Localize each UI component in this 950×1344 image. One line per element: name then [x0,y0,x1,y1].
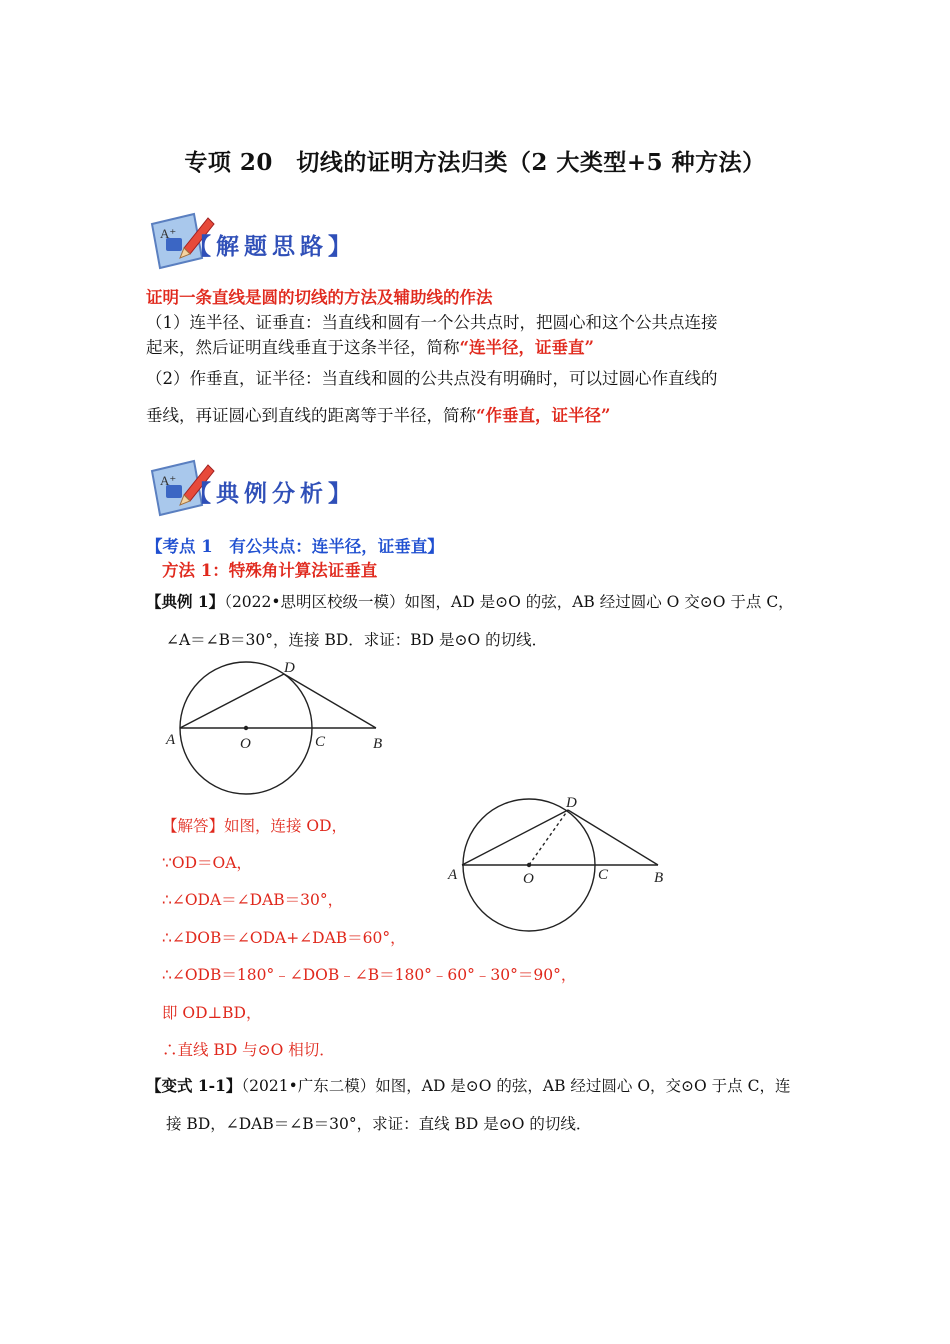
method2-keyword: “作垂直，证半径” [476,406,611,425]
label-c: C [598,867,609,883]
line-bd [568,810,658,865]
svg-text:A⁺: A⁺ [160,226,177,241]
label-o: O [240,736,251,752]
variant1-line2: 接 BD，∠DAB＝∠B＝30°，求证：直线 BD 是⊙O 的切线． [166,1115,592,1133]
label-a: A [448,867,458,883]
center-point [527,863,531,867]
method1-keyword: “连半径，证垂直” [459,338,594,357]
method2-line2 [146,402,610,426]
variant1-text: （2021•广东二模）如图，AD 是⊙O 的弦，AB 经过圆心 O，交⊙O 于点 C，连 [241,1077,791,1095]
line-bd [284,674,376,728]
label-d: D [566,795,577,811]
method2-line1: （2）作垂直，证半径：当直线和圆的公共点没有明确时，可以过圆心作直线的 [146,369,718,388]
banner-label: 【典例分析】 [188,480,356,507]
label-b: B [373,736,383,752]
chord-ad [462,810,568,865]
example1-tag: 【典例 1】 [146,592,225,611]
exam-point-1: 【考点 1 有公共点：连半径，证垂直】 [146,537,444,556]
label-o: O [523,871,534,887]
example1-line1 [146,590,794,612]
chord-ad [180,674,284,728]
solution-figure [440,790,680,940]
page-title: 专项 20 切线的证明方法归类（2 大类型+5 种方法） [184,149,766,176]
solution-line: ∴∠ODA＝∠DAB＝30°， [162,891,344,909]
banner-solving-ideas [146,208,356,274]
example1-line2: ∠A＝∠B＝30°，连接 BD．求证：BD 是⊙O 的切线． [166,631,548,649]
solution-line: ∴直线 BD 与⊙O 相切． [162,1041,335,1059]
section-heading: 证明一条直线是圆的切线的方法及辅助线的作法 [146,288,493,307]
method1-line2 [146,334,594,358]
banner-label: 【解题思路】 [188,233,356,260]
label-a: A [166,732,176,748]
example1-figure [160,652,400,802]
variant1-line1 [146,1074,790,1096]
radius-od [529,810,568,865]
label-b: B [654,870,664,886]
method1-line2-text: 起来，然后证明直线垂直于这条半径，简称 [146,338,460,357]
method-1: 方法 1：特殊角计算法证垂直 [162,561,378,580]
center-point [244,726,248,730]
variant1-tag: 【变式 1-1】 [146,1076,242,1095]
label-d: D [284,660,295,676]
solution-line: ∵OD＝OA， [162,854,252,872]
solution-line: 即 OD⊥BD， [162,1004,262,1022]
method2-line2-text: 垂线，再证圆心到直线的距离等于半径，简称 [146,406,476,425]
solution-line: 【解答】如图，连接 OD， [162,817,348,835]
solution-line: ∴∠ODB＝180°﹣∠DOB﹣∠B＝180°﹣60°﹣30°＝90°， [162,966,577,984]
svg-text:A⁺: A⁺ [160,473,177,488]
example1-text: （2022•思明区校级一模）如图，AD 是⊙O 的弦，AB 经过圆心 O 交⊙O 于点 C， [224,593,794,611]
label-c: C [315,734,326,750]
solution-line: ∴∠DOB＝∠ODA+∠DAB＝60°， [162,929,406,947]
method1-line1: （1）连半径、证垂直：当直线和圆有一个公共点时，把圆心和这个公共点连接 [146,313,718,332]
banner-examples [146,455,356,521]
